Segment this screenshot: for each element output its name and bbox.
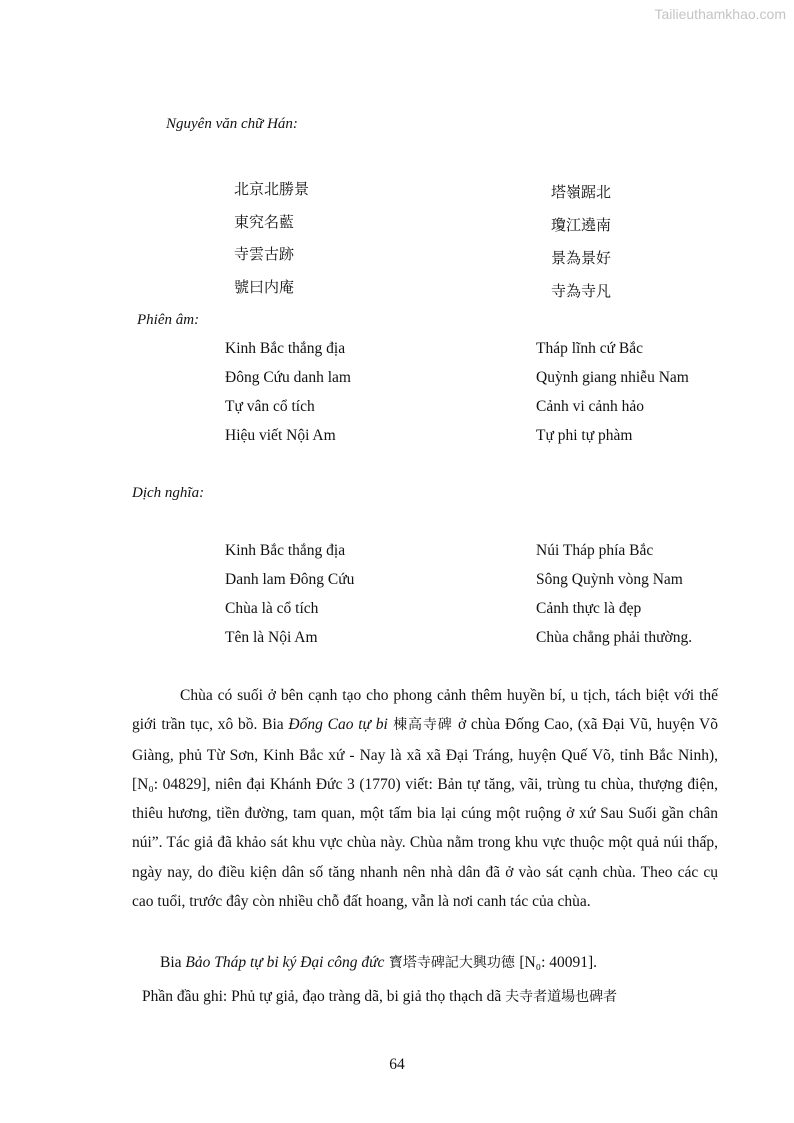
han-left-line: 號曰内庵 xyxy=(234,278,295,296)
para2-han-text: 寳塔寺碑記大興功德 xyxy=(384,955,520,971)
han-left-line: 北京北勝景 xyxy=(234,180,310,198)
page-number: 64 xyxy=(389,1056,405,1073)
dich-right-line: Sông Quỳnh vòng Nam xyxy=(536,571,683,588)
han-left-line: 東究名藍 xyxy=(234,213,295,231)
para1-stele-title: Đống Cao tự bi xyxy=(288,716,388,734)
han-right-line: 塔嶺踞北 xyxy=(551,183,612,201)
phien-right-line: Quỳnh giang nhiễu Nam xyxy=(536,369,689,386)
dich-left-line: Chùa là cổ tích xyxy=(225,600,319,617)
para2-stele-title: Bảo Tháp tự bi ký Đại công đức xyxy=(185,954,385,971)
para1-text-rest: ở chùa Đống Cao, (xã Đại Vũ, huyện Võ Giàng, phủ Từ Sơn, Kinh Bắc xứ - Nay là xã xã Đại Tráng, huyện Quế Võ, tỉnh Bắc Ninh), [N₀: 04829], niên đại Khánh Đức 3 (1770) viết: Bản tự tăng, vãi, trùng tu chùa, thượng điện, thiêu hương, tiền đường, tam quan, một tấm bia lại cúng một ruộng ở xứ Sau Suối gần chân núi”. Tác giả đã khảo sát khu vực chùa này. Chùa nằm trong khu vực thuộc một quả núi thấp, ngày nay, do điều kiện dân số tăng nhanh nên nhà dân đã ở vào sát cạnh chùa. Theo các cụ cao tuổi, trước đây còn nhiều chỗ đất hoang, vẫn là nơi canh tác của chùa. xyxy=(132,716,719,911)
watermark: Tailieuthamkhao.com xyxy=(654,6,786,22)
phien-left-line: Hiệu viết Nội Am xyxy=(225,427,336,444)
dich-left-line: Danh lam Đông Cứu xyxy=(225,571,355,588)
phien-left-line: Đông Cứu danh lam xyxy=(225,369,351,386)
label-han: Nguyên văn chữ Hán: xyxy=(166,116,298,132)
phien-right-line: Tháp lĩnh cứ Bắc xyxy=(536,340,643,357)
han-right-line: 景為景好 xyxy=(551,249,612,267)
para3-text: Phần đầu ghi: Phủ tự giả, đạo tràng dã, bi giả thọ thạch dã xyxy=(142,988,506,1005)
label-dich-nghia: Dịch nghĩa: xyxy=(132,485,205,501)
body-paragraph xyxy=(132,681,718,916)
phien-left-line: Tự vân cổ tích xyxy=(225,398,315,415)
label-phien-am: Phiên âm: xyxy=(137,312,200,328)
han-right-line: 瓊江遶南 xyxy=(551,216,612,234)
para2-ref: [N₀: 40091]. xyxy=(519,954,598,971)
dich-right-line: Chùa chẳng phải thường. xyxy=(536,629,693,646)
paragraph-bia xyxy=(160,952,700,972)
para2-text: Bia xyxy=(160,954,186,971)
dich-right-line: Núi Tháp phía Bắc xyxy=(536,542,654,559)
para3-han-text: 夫寺者道場也碑者 xyxy=(505,989,618,1005)
han-left-line: 寺雲古跡 xyxy=(234,245,295,263)
phien-left-line: Kinh Bắc thắng địa xyxy=(225,340,346,357)
para1-han-text: 棟高寺碑 xyxy=(387,717,458,734)
phien-right-line: Tự phi tự phàm xyxy=(536,427,633,444)
paragraph-phan-dau xyxy=(142,986,722,1006)
dich-left-line: Tên là Nội Am xyxy=(225,629,318,646)
dich-right-line: Cảnh thực là đẹp xyxy=(536,600,642,617)
para1-text: Chùa có suối ở bên cạnh tạo cho phong cảnh thêm huyền bí, u tịch, tách biệt với thế giới trần tục, xô bồ. Bia xyxy=(132,687,718,734)
phien-right-line: Cảnh vi cảnh hảo xyxy=(536,398,645,415)
dich-left-line: Kinh Bắc thắng địa xyxy=(225,542,346,559)
han-right-line: 寺為寺凡 xyxy=(551,282,612,300)
